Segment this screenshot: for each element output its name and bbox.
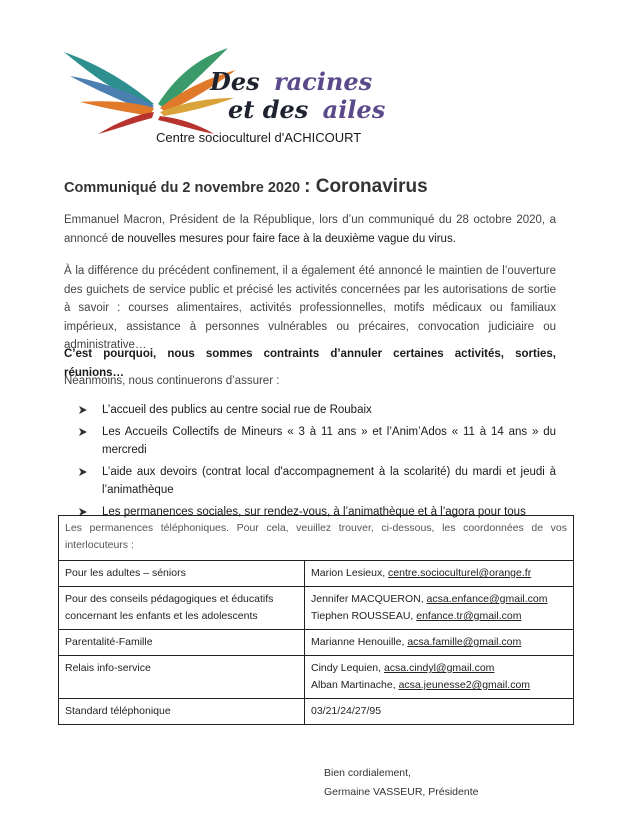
logo <box>58 42 386 162</box>
table-row <box>59 587 574 630</box>
arrow-bullet-icon <box>78 427 88 437</box>
contact-email-link[interactable]: acsa.jeunesse2@gmail.com <box>398 679 531 691</box>
svg-text:et des ailes <box>228 95 386 124</box>
contact-email-link[interactable]: acsa.enfance@gmail.com <box>426 593 548 605</box>
page-title <box>64 176 428 198</box>
wings-logo-icon <box>58 42 386 162</box>
table-row <box>59 656 574 699</box>
contact-email-link[interactable]: acsa.cindyl@gmail.com <box>383 662 495 674</box>
list-item <box>78 463 556 500</box>
paragraph-intro-part1: Emmanuel Macron, Président de la République, lors d’un communiqué du 28 octobre 2020, a annoncé <box>64 214 556 245</box>
paragraph-continue: Néanmoins, nous continuerons d’assurer : <box>64 375 280 387</box>
logo-word-racines: racines <box>273 67 373 96</box>
contact-email-link[interactable]: centre.socioculturel@orange.fr <box>388 567 532 579</box>
contact-cell <box>305 630 574 656</box>
title-subject: : Coronavirus <box>304 176 428 197</box>
table-row <box>59 699 574 725</box>
contact-cell <box>305 656 574 699</box>
paragraph-intro-part2: de nouvelles mesures pour faire face à la deuxième vague du virus. <box>111 232 456 245</box>
contact-name: Marion Lesieux, <box>311 567 389 579</box>
table-intro-row <box>59 516 574 561</box>
contact-label: Standard téléphonique <box>59 699 305 725</box>
title-date: Communiqué du 2 novembre 2020 <box>64 180 305 196</box>
list-item-text: L’accueil des publics au centre social rue de Roubaix <box>102 404 372 416</box>
list-item-text: L’aide aux devoirs (contrat local d'accompagnement à la scolarité) du mardi et jeudi à l’animathèque <box>102 465 556 496</box>
contact-label: Parentalité-Famille <box>59 630 305 656</box>
svg-text:Des racines <box>209 67 373 96</box>
list-item-text: Les permanences sociales, sur rendez-vous, à l’animathèque et à l’agora pour tous <box>102 505 526 518</box>
signature-greeting: Bien cordialement, <box>324 767 411 779</box>
contact-label: Relais info-service <box>59 656 305 699</box>
contact-phone: 03/21/24/27/95 <box>311 705 382 717</box>
contact-cell <box>305 587 574 630</box>
logo-word-etdes: et des <box>228 95 309 124</box>
contact-cell <box>305 561 574 587</box>
contact-email-link[interactable]: enfance.tr@gmail.com <box>416 610 522 622</box>
signature-signer: Germaine VASSEUR, Présidente <box>324 786 479 798</box>
contact-name: Alban Martinache, <box>311 679 399 691</box>
list-item <box>78 401 556 420</box>
table-row <box>59 561 574 587</box>
contact-email-link[interactable]: acsa.famille@gmail.com <box>407 636 522 648</box>
contact-label: Pour les adultes – séniors <box>59 561 305 587</box>
list-item <box>78 423 556 460</box>
contact-name: Marianne Henouille, <box>311 636 408 648</box>
signature <box>324 764 478 802</box>
logo-word-des: Des <box>210 67 260 96</box>
contact-label: Pour des conseils pédagogiques et éducatifs concernant les enfants et les adolescents <box>59 587 305 630</box>
logo-word-ailes: ailes <box>322 95 386 124</box>
arrow-bullet-icon <box>78 405 88 415</box>
arrow-bullet-icon <box>78 467 88 477</box>
contact-name: Cindy Lequien, <box>311 662 384 674</box>
contact-cell <box>305 699 574 725</box>
contact-name: Tiephen ROUSSEAU, <box>311 610 417 622</box>
list-item-text: Les Accueils Collectifs de Mineurs « 3 à 11 ans » et l’Anim’Ados « 11 à 14 ans » du mercredi <box>102 425 556 456</box>
paragraph-details: À la différence du précédent confinement, il a également été annoncé le maintien de l’ouverture des guichets de service public et précisé les activités concernées par les autorisations de sortie à savoir : courses alimentaires, activités professionnelles, motifs médicaux ou familiaux impérieux, assistance à personnes vulnérables ou précaires, convocation judiciaire ou administrative… <box>64 265 556 351</box>
contacts-table <box>58 515 574 725</box>
logo-subtitle: Centre socioculturel d'ACHICOURT <box>156 130 362 145</box>
services-list <box>78 401 556 524</box>
paragraph-intro <box>64 211 556 248</box>
contact-name: Jennifer MACQUERON, <box>311 593 427 605</box>
table-row <box>59 630 574 656</box>
paragraph-cancellations: C’est pourquoi, nous sommes contraints d’annuler certaines activités, sorties, réunions… <box>64 348 556 379</box>
table-intro: Les permanences téléphoniques. Pour cela, veuillez trouver, ci-dessous, les coordonnées de vos interlocuteurs : <box>59 516 574 561</box>
